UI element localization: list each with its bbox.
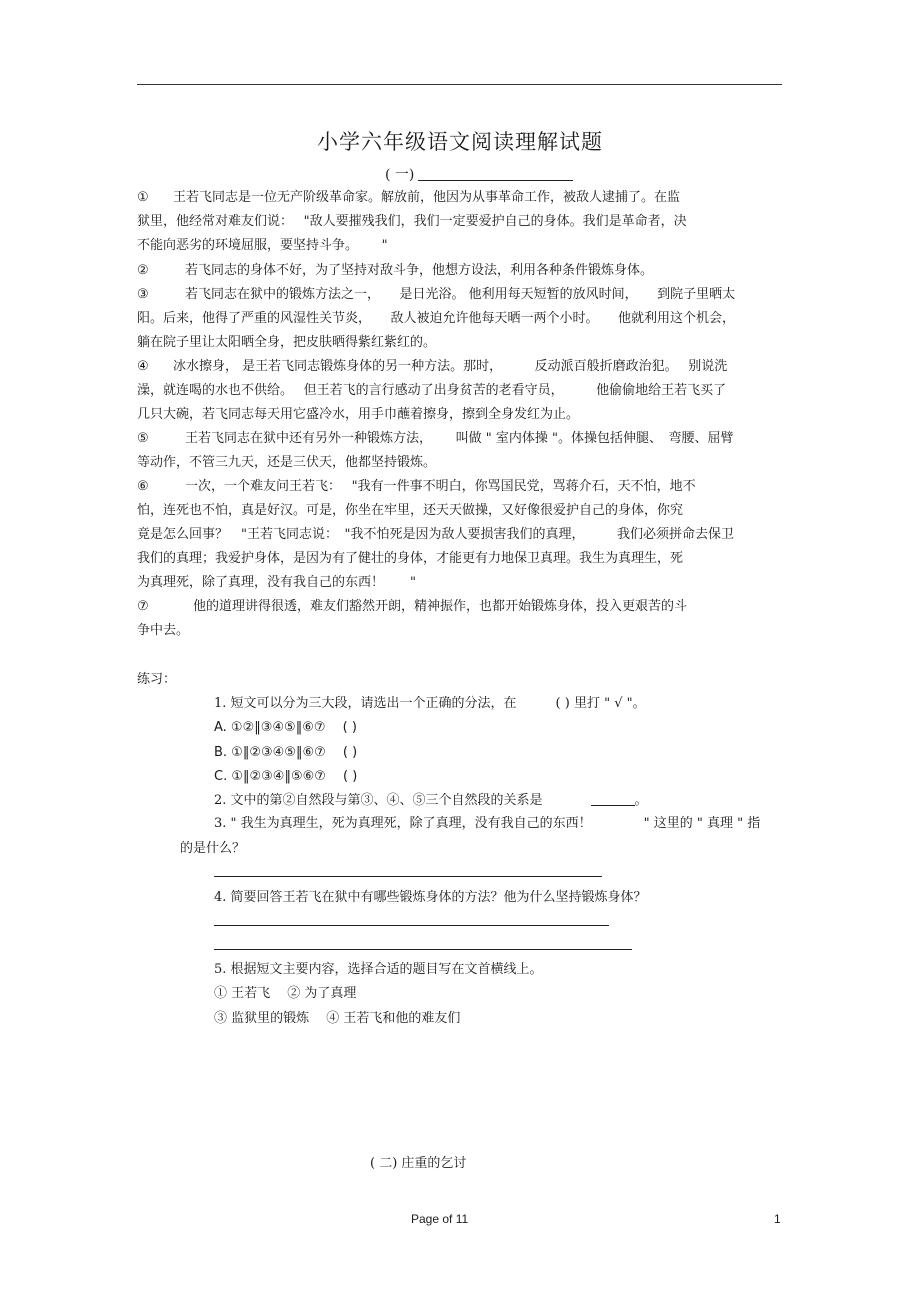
footer-page-number: 1	[774, 1212, 781, 1226]
header-rule	[137, 84, 782, 85]
paragraph-number: ②	[137, 263, 149, 278]
paragraph-number: ③	[137, 287, 149, 302]
question-3-answer-line[interactable]	[214, 876, 602, 877]
section-2-title: ( 二) 庄重的乞讨	[370, 1156, 467, 1171]
paragraph-2-line-1: ② 若飞同志的身体不好，为了坚持对敌斗争，他想方设法，利用各种条件锻炼身体。	[137, 263, 654, 278]
question-4-answer-line-1[interactable]	[214, 925, 609, 926]
paragraph-5-line-2: 等动作，不管三九天，还是三伏天，他都坚持锻炼。	[137, 455, 437, 470]
paragraph-5-line-1: ⑤ 王若飞同志在狱中还有另外一种锻炼方法， 叫做 " 室内体操 "。体操包括伸腿、 弯腰、屈臂	[137, 431, 734, 446]
paragraph-1-line-1: ① 王若飞同志是一位无产阶级革命家。解放前，他因为从事革命工作，被敌人逮捕了。在监	[137, 190, 681, 205]
question-4-answer-line-2[interactable]	[214, 949, 632, 950]
paragraph-6-line-4: 我们的真理；我爱护身体，是因为有了健壮的身体，才能更有力地保卫真理。我生为真理生，死	[137, 551, 684, 566]
question-1-option-b[interactable]: B. ①‖②③④⑤‖⑥⑦ ( )	[214, 745, 358, 760]
question-5-choices-2: ③ 监狱里的锻炼 ④ 王若飞和他的难友们	[214, 1011, 461, 1026]
paragraph-number: ⑤	[137, 431, 149, 446]
paragraph-4-line-1: ④ 冰水擦身， 是王若飞同志锻炼身体的另一种方法。那时， 反动派百般折磨政治犯。 别说洗	[137, 359, 728, 374]
question-4-stem: 4. 简要回答王若飞在狱中有哪些锻炼身体的方法？他为什么坚持锻炼身体？	[214, 890, 647, 905]
exercises-heading: 练习：	[137, 672, 177, 687]
paragraph-4-line-2: 澡，就连喝的水也不供给。 但王若飞的言行感动了出身贫苦的老看守员， 他偷偷地给王若飞买了	[137, 383, 727, 398]
page-title: 小学六年级语文阅读理解试题	[317, 130, 603, 154]
question-5-choices-1: ① 王若飞 ② 为了真理	[214, 986, 357, 1001]
paragraph-number: ①	[137, 190, 149, 205]
paragraph-3-line-3: 躺在院子里让太阳晒全身，把皮肤晒得紫红紫红的。	[137, 335, 437, 350]
paragraph-number: ④	[137, 359, 149, 374]
paragraph-1-line-3: 不能向恶劣的环境屈服，要坚持斗争。 "	[137, 238, 388, 253]
paragraph-3-line-1: ③ 若飞同志在狱中的锻炼方法之一， 是日光浴。 他利用每天短暂的放风时间， 到院子里晒太	[137, 287, 736, 302]
paragraph-7-line-2: 争中去。	[137, 623, 190, 638]
question-2-answer-blank[interactable]	[591, 792, 635, 806]
paragraph-6-line-5: 为真理死，除了真理，没有我自己的东西！ "	[137, 575, 416, 590]
section-1-label: ( 一)	[385, 167, 415, 183]
paragraph-number: ⑦	[137, 599, 149, 614]
section-1-heading	[385, 164, 573, 184]
question-3-line-1: 3. " 我生为真理生，死为真理死，除了真理，没有我自己的东西！ " 这里的 " 真理 " 指	[214, 816, 761, 831]
question-3-line-2: 的是什么？	[180, 841, 246, 856]
paragraph-3-line-2: 阳。后来，他得了严重的风湿性关节炎， 敌人被迫允许他每天晒一两个小时。 他就利用这个机会，	[137, 311, 736, 326]
paragraph-6-line-3: 竟是怎么回事？ "王若飞同志说： "我不怕死是因为敌人要损害我们的真理， 我们必须拼命去保卫	[137, 527, 734, 542]
paragraph-1-line-2: 狱里，他经常对难友们说： "敌人要摧残我们，我们一定要爱护自己的身体。我们是革命者，决	[137, 214, 687, 229]
question-1-option-a[interactable]: A. ①②‖③④⑤‖⑥⑦ ( )	[214, 720, 357, 735]
question-2: 2. 文中的第②自然段与第③、④、⑤三个自然段的关系是 。	[214, 793, 648, 808]
title-answer-blank[interactable]	[418, 166, 573, 181]
paragraph-6-line-1: ⑥ 一次，一个难友问王若飞： "我有一件事不明白，你骂国民党，骂蒋介石，天不怕，地不	[137, 479, 696, 494]
paragraph-7-line-1: ⑦ 他的道理讲得很透，难友们豁然开朗，精神振作，也都开始锻炼身体，投入更艰苦的斗	[137, 599, 688, 614]
question-5-stem: 5. 根据短文主要内容，选择合适的题目写在文首横线上。	[214, 962, 543, 977]
paragraph-6-line-2: 怕，连死也不怕，真是好汉。可是，你坐在牢里，还天天做操，又好像很爱护自己的身体，你究	[137, 503, 684, 518]
paragraph-number: ⑥	[137, 479, 149, 494]
footer-page-text: Page of 11	[411, 1212, 469, 1226]
paragraph-4-line-3: 几只大碗，若飞同志每天用它盛冷水，用手巾蘸着擦身，擦到全身发红为止。	[137, 407, 580, 422]
question-1-option-c[interactable]: C. ①‖②③④‖⑤⑥⑦ ( )	[214, 769, 358, 784]
question-1-stem: 1. 短文可以分为三大段，请选出一个正确的分法，在 ( ) 里打 " √ "。	[214, 696, 646, 711]
